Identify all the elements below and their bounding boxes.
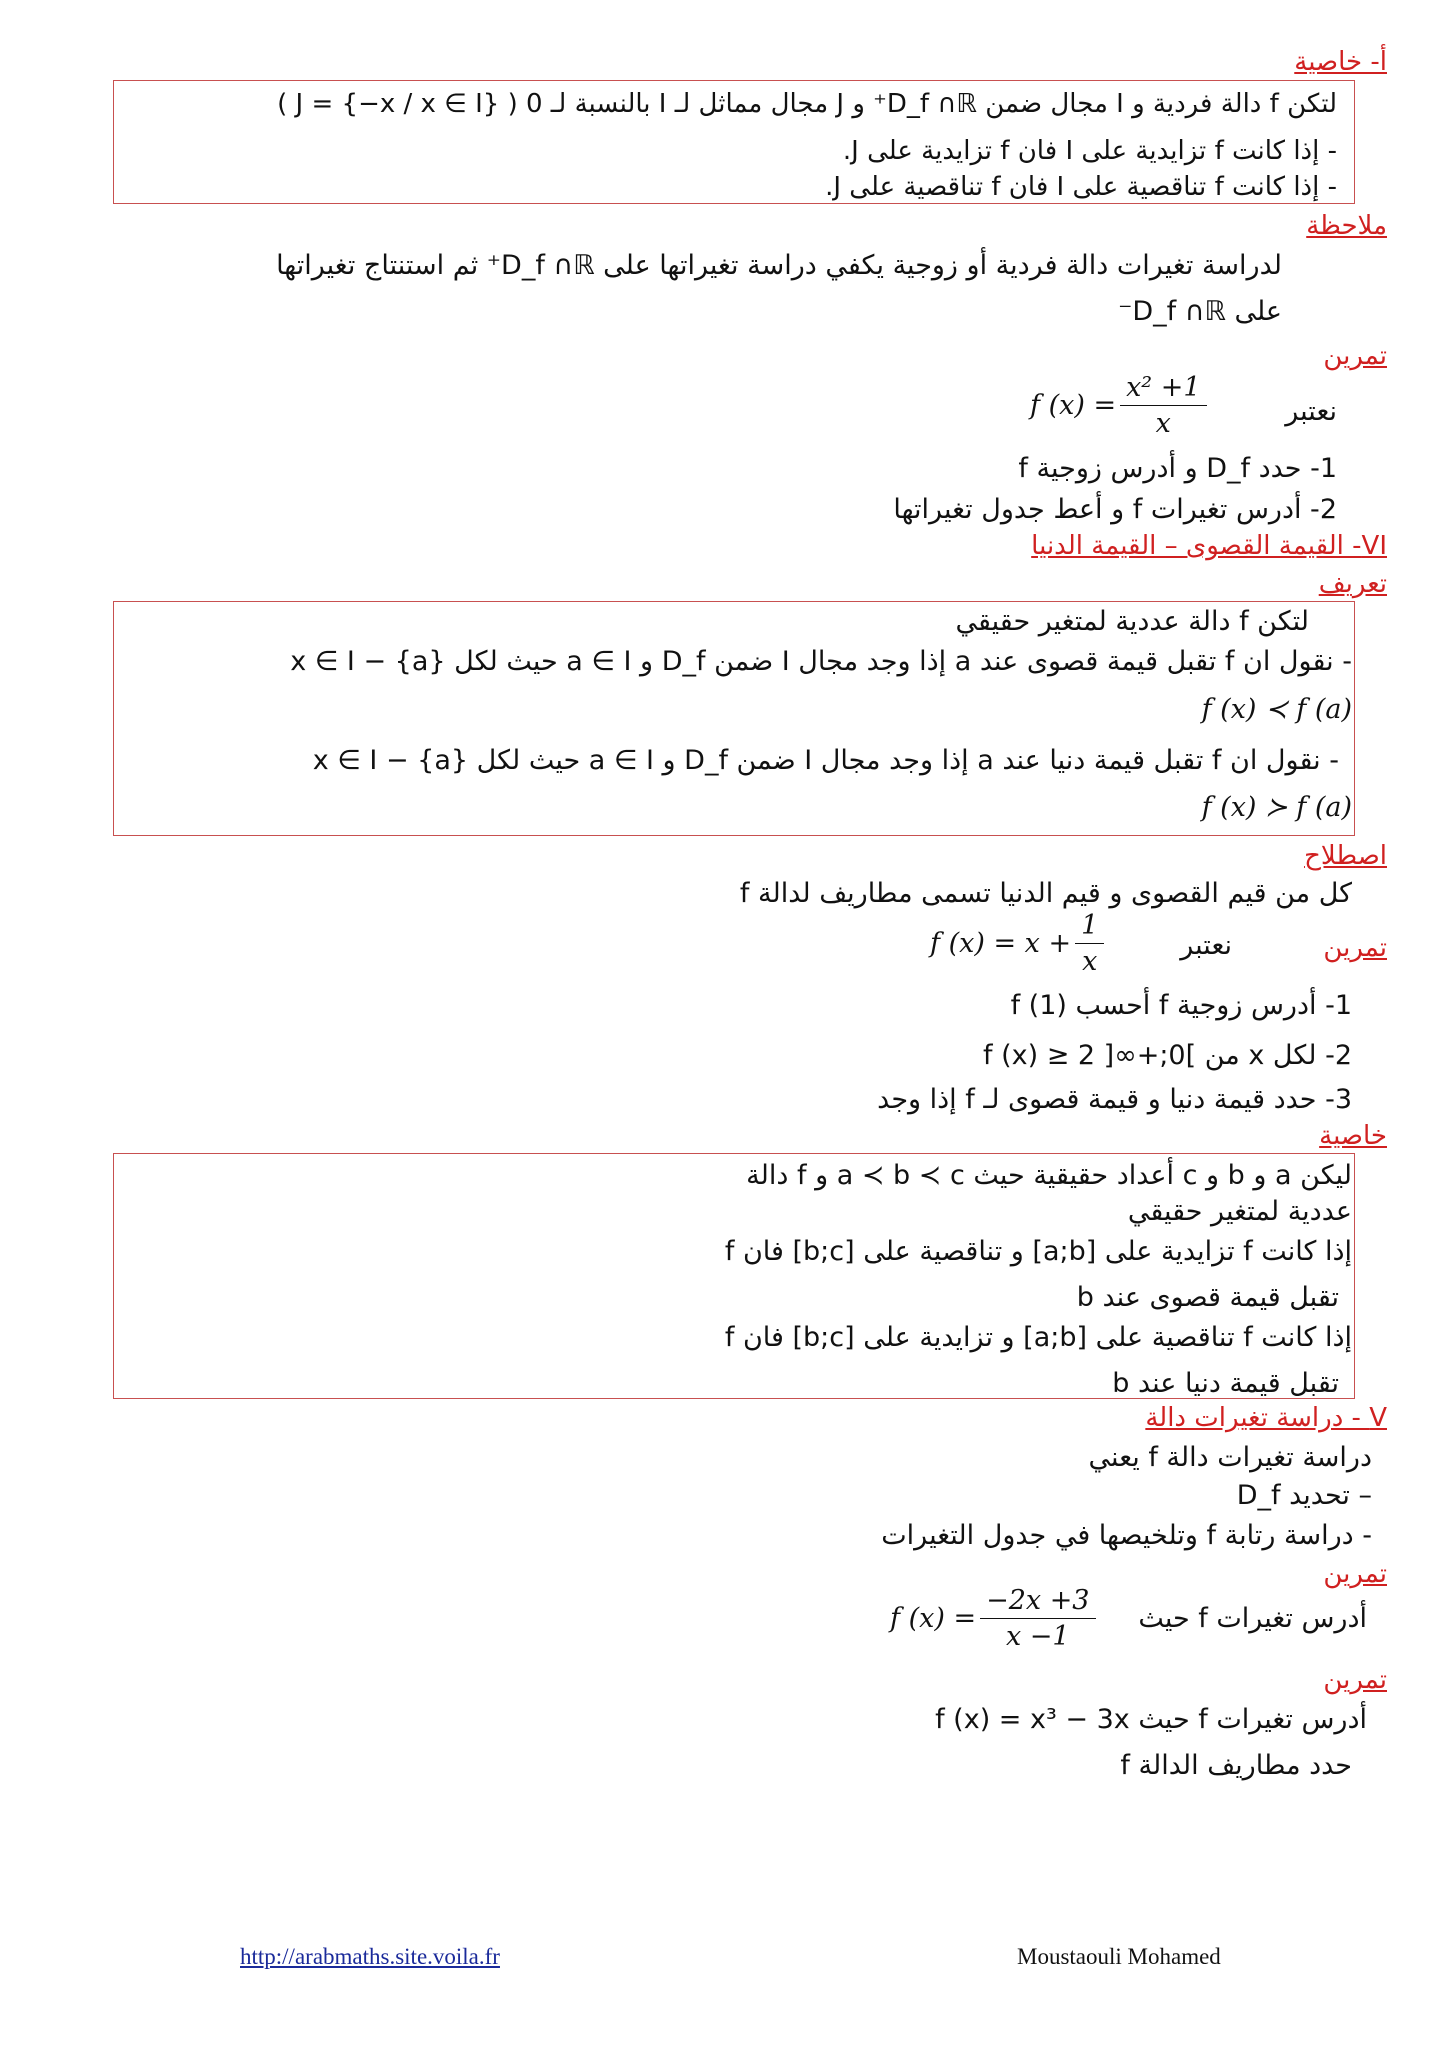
exercise-text: أدرس تغيرات f حيث xyxy=(1138,1603,1367,1634)
definition-heading: تعريف xyxy=(1318,569,1387,599)
property-line: إذا كانت f تزايدية على [a;b] و تناقصية على [b;c] فان f xyxy=(724,1236,1352,1267)
property-line: إذا كانت f تناقصية على [a;b] و تزايدية على [b;c] فان f xyxy=(724,1322,1352,1353)
formula-denominator: x xyxy=(1155,408,1171,440)
formula xyxy=(1030,372,1211,439)
note-line: على D_f ∩ℝ⁻ xyxy=(1118,296,1282,327)
footer-link[interactable]: http://arabmaths.site.voila.fr xyxy=(240,1944,500,1969)
terminology-heading: اصطلاح xyxy=(1304,841,1387,871)
property-line: - إذا كانت f تزايدية على I فان f تزايدية على J. xyxy=(842,136,1337,166)
formula-lhs: f (x) = x + xyxy=(930,928,1072,960)
terminology-line: كل من قيم القصوى و قيم الدنيا تسمى مطاريف لدالة f xyxy=(739,878,1352,909)
formula-numerator: −2x +3 xyxy=(980,1585,1095,1619)
section-line: دراسة تغيرات دالة f يعني xyxy=(1088,1442,1372,1473)
exercise-heading: تمرين xyxy=(1323,1665,1387,1695)
exercise-question: 3- حدد قيمة دنيا و قيمة قصوى لـ f إذا وجد xyxy=(877,1084,1352,1115)
exercise-intro: نعتبر xyxy=(1180,930,1232,961)
formula-numerator: x² +1 xyxy=(1120,372,1206,406)
note-heading: ملاحظة xyxy=(1306,211,1387,241)
definition-formula: f (x) ≺ f (a) xyxy=(1201,694,1352,725)
formula xyxy=(890,1585,1100,1652)
exercise-line: أدرس تغيرات f حيث f (x) = x³ − 3x xyxy=(935,1704,1367,1735)
exercise-heading: تمرين xyxy=(1323,933,1387,963)
property-line: تقبل قيمة قصوى عند b xyxy=(1076,1282,1339,1313)
formula-denominator: x −1 xyxy=(1005,1621,1070,1653)
section-line: – تحديد D_f xyxy=(1236,1480,1372,1511)
section-heading: V - دراسة تغيرات دالة xyxy=(1145,1403,1387,1433)
formula-numerator: 1 xyxy=(1075,910,1104,944)
exercise-question: 1- حدد D_f و أدرس زوجية f xyxy=(1018,453,1337,484)
footer-author: Moustaouli Mohamed xyxy=(1017,1944,1221,1969)
section-heading: VI- القيمة القصوى – القيمة الدنيا xyxy=(1031,531,1387,561)
exercise-question: 2- لكل x من ]0;+∞[ f (x) ≥ 2 xyxy=(982,1040,1352,1071)
note-line: لدراسة تغيرات دالة فردية أو زوجية يكفي دراسة تغيراتها على D_f ∩ℝ⁺ ثم استنتاج تغيراتها xyxy=(276,250,1282,281)
property-heading: خاصية xyxy=(1319,1121,1387,1151)
exercise-intro: نعتبر xyxy=(1285,396,1337,427)
property-heading: أ- خاصية xyxy=(1294,47,1387,77)
definition-formula: f (x) ≻ f (a) xyxy=(1201,792,1352,823)
exercise-heading: تمرين xyxy=(1323,341,1387,371)
exercise-question: 1- أدرس زوجية f أحسب f (1) xyxy=(1010,990,1352,1021)
property-line: لتكن f دالة فردية و I مجال ضمن D_f ∩ℝ⁺ و J مجال مماثل لـ I بالنسبة لـ 0 ( J = {−x / x ∈ I} ) xyxy=(277,89,1337,119)
exercise-line: حدد مطاريف الدالة f xyxy=(1120,1750,1352,1781)
exercise-heading: تمرين xyxy=(1323,1559,1387,1589)
property-line: تقبل قيمة دنيا عند b xyxy=(1112,1368,1339,1399)
definition-line: لتكن f دالة عددية لمتغير حقيقي xyxy=(955,606,1309,637)
formula-denominator: x xyxy=(1082,946,1098,978)
section-line: - دراسة رتابة f وتلخيصها في جدول التغيرات xyxy=(881,1520,1372,1551)
formula-lhs: f (x) = xyxy=(890,1603,977,1635)
property-line: عددية لمتغير حقيقي xyxy=(1127,1196,1352,1227)
exercise-question: 2- أدرس تغيرات f و أعط جدول تغيراتها xyxy=(893,494,1337,525)
property-line: - إذا كانت f تناقصية على I فان f تناقصية على J. xyxy=(825,172,1337,202)
definition-line: - نقول ان f تقبل قيمة قصوى عند a إذا وجد مجال I ضمن D_f و a ∈ I حيث لكل x ∈ I − {a} xyxy=(290,646,1352,677)
formula-lhs: f (x) = xyxy=(1030,390,1117,422)
definition-line: - نقول ان f تقبل قيمة دنيا عند a إذا وجد مجال I ضمن D_f و a ∈ I حيث لكل x ∈ I − {a} xyxy=(312,745,1339,776)
formula xyxy=(930,910,1108,977)
property-line: ليكن a و b و c أعداد حقيقية حيث a ≺ b ≺ c و f دالة xyxy=(746,1160,1352,1191)
